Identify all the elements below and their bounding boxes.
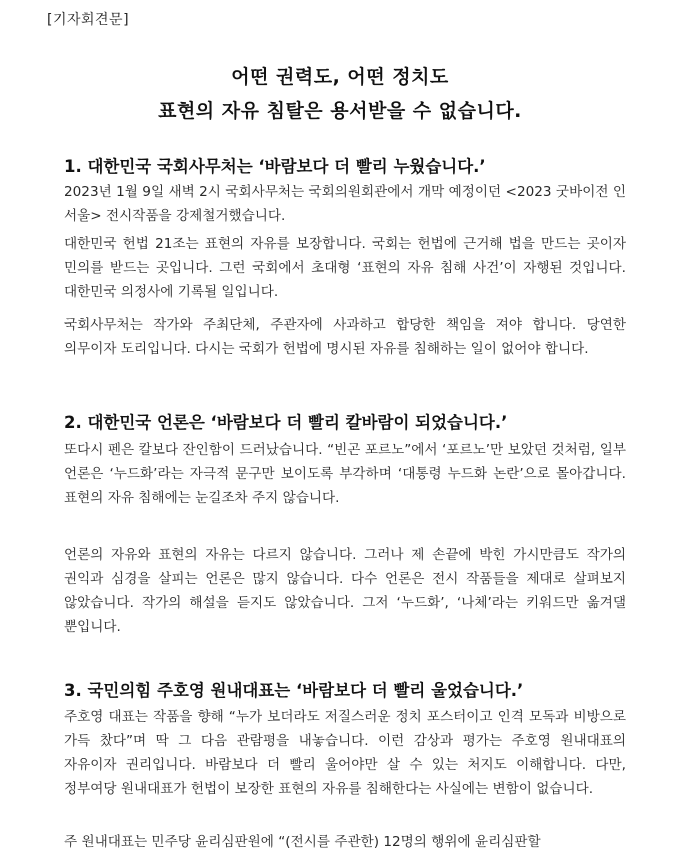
title-line-2: 표현의 자유 침탈은 용서받을 수 없습니다. <box>158 100 522 122</box>
section-2-paragraph-1: 또다시 펜은 칼보다 잔인함이 드러났습니다. “빈곤 포르노”에서 ‘포르노’만 보았던 것처럼, 일부 언론은 ‘누드화’라는 자극적 문구만 보이도록 부각하며 ‘대통령 누드화 논란’으로 몰아갑니다. 표현의 자유 침해에는 눈길조차 주지 않습니다. <box>64 442 626 506</box>
section-2-paragraph-2: 언론의 자유와 표현의 자유는 다르지 않습니다. 그러나 제 손끝에 박힌 가시만큼도 작가의 권익과 심경을 살피는 언론은 많지 않습니다. 다수 언론은 전시 작품들을 제대로 살펴보지 않았습니다. 작가의 해설을 듣지도 않았습니다. 그저 ‘누드화’, ‘나체’라는 키워드만 옮겨댈 뿐입니다. <box>64 547 626 635</box>
title-line-1: 어떤 권력도, 어떤 정치도 <box>231 66 449 88</box>
section-1-paragraph-3: 국회사무처는 작가와 주최단체, 주관자에 사과하고 합당한 책임을 져야 합니다. 당연한 의무이자 도리입니다. 다시는 국회가 헌법에 명시된 자유를 침해하는 일이 없어야 합니다. <box>64 317 626 357</box>
section-3-paragraph-2: 주 원내대표는 민주당 윤리심판원에 “(전시를 주관한) 12명의 행위에 윤리심판할 <box>64 834 541 850</box>
section-1-heading: 1. 대한민국 국회사무처는 ‘바람보다 더 빨리 누웠습니다.’ <box>64 157 486 176</box>
section-1-paragraph-2: 대한민국 헌법 21조는 표현의 자유를 보장합니다. 국회는 헌법에 근거해 법을 만드는 곳이자 민의를 받드는 곳입니다. 그런 국회에서 초대형 ‘표현의 자유 침해 사건’이 자행된 것입니다. 대한민국 의정사에 기록될 일입니다. <box>64 236 626 300</box>
section-2-heading: 2. 대한민국 언론은 ‘바람보다 더 빨리 칼바람이 되었습니다.’ <box>64 413 508 432</box>
section-3-heading: 3. 국민의힘 주호영 원내대표는 ‘바람보다 더 빨리 울었습니다.’ <box>64 681 524 700</box>
section-3-paragraph-1: 주호영 대표는 작품을 향해 “누가 보더라도 저질스러운 정치 포스터이고 인격 모독과 비방으로 가득 찼다”며 딱 그 다음 관람평을 내놓습니다. 이런 감상과 평가는 주호영 원내대표의 자유이자 권리입니다. 바람보다 더 빨리 울어야만 살 수 있는 처지도 이해합니다. 다만, 정부여당 원내대표가 헌법이 보장한 표현의 자유를 침해한다는 사실에는 변함이 없습니다. <box>64 709 626 797</box>
section-1-paragraph-1: 2023년 1월 9일 새벽 2시 국회사무처는 국회의원회관에서 개막 예정이던 <2023 굿바이전 인 서울> 전시작품을 강제철거했습니다. <box>64 184 626 224</box>
document-type-tag: [기자회견문] <box>47 12 130 28</box>
